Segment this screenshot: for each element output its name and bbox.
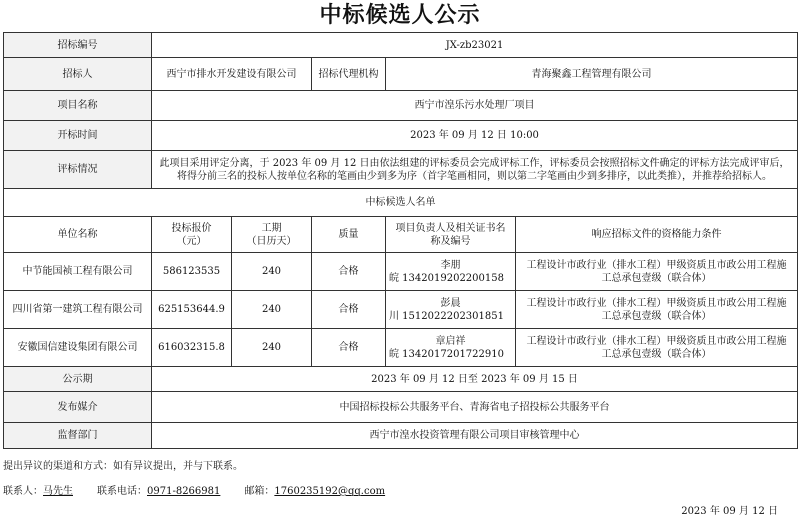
- row-manager-name: 彭晨: [440, 297, 461, 309]
- publicity-period-value: 2023 年 09 月 12 日至 2023 年 09 月 15 日: [152, 367, 798, 392]
- row-qualification: [516, 291, 798, 329]
- header-quality: 质量: [312, 217, 386, 253]
- evaluation-label: 评标情况: [4, 151, 152, 189]
- row-quality: 合格: [312, 253, 386, 291]
- row-company: 四川省第一建筑工程有限公司: [4, 291, 152, 329]
- bid-no-value: JX-zb23021: [152, 33, 798, 58]
- project-row: [4, 91, 798, 121]
- row-qual-line2: 工总承包壹级（联合体）: [601, 272, 712, 284]
- agent-label: 招标代理机构: [312, 58, 386, 91]
- project-label: 项目名称: [4, 91, 152, 121]
- media-row: [4, 392, 798, 423]
- row-manager-name: 章启祥: [435, 335, 466, 347]
- supervisor-label: 监督部门: [4, 423, 152, 449]
- publicity-period-label: 公示期: [4, 367, 152, 392]
- phone-label: 联系电话：: [97, 486, 147, 497]
- header-period-line2: （日历天）: [246, 235, 297, 247]
- publicity-period-row: [4, 367, 798, 392]
- email-label: 邮箱：: [244, 486, 275, 497]
- agent-value: 青海聚鑫工程管理有限公司: [386, 58, 798, 91]
- media-value: 中国招标投标公共服务平台、青海省电子招投标公共服务平台: [152, 392, 798, 423]
- row-price: 586123535: [152, 253, 232, 291]
- row-price: 625153644.9: [152, 291, 232, 329]
- row-company: 安徽国信建设集团有限公司: [4, 329, 152, 367]
- header-period: [232, 217, 312, 253]
- contact-line: [3, 485, 385, 499]
- row-qual-line2: 工总承包壹级（联合体）: [601, 310, 712, 322]
- row-manager-cert: 皖 1342017201722910: [389, 348, 504, 360]
- header-manager-line1: 项目负责人及相关证书名: [395, 222, 506, 234]
- list-heading: 中标候选人名单: [4, 189, 798, 217]
- header-company: 单位名称: [4, 217, 152, 253]
- row-qual-line1: 工程设计市政行业（排水工程）甲级资质且市政公用工程施: [526, 259, 787, 271]
- row-manager: [386, 329, 516, 367]
- row-qualification: [516, 253, 798, 291]
- row-manager-cert: 皖 1342019202200158: [389, 272, 504, 284]
- row-manager: [386, 253, 516, 291]
- contact-name: 马先生: [43, 486, 73, 497]
- supervisor-row: [4, 423, 798, 449]
- row-company: 中节能国祯工程有限公司: [4, 253, 152, 291]
- row-period: 240: [232, 253, 312, 291]
- header-manager: [386, 217, 516, 253]
- media-label: 发布媒介: [4, 392, 152, 423]
- tenderer-row: [4, 58, 798, 91]
- header-price-line1: 投标报价: [171, 222, 212, 234]
- contact-label: 联系人：: [3, 486, 43, 497]
- list-header-row: [4, 217, 798, 253]
- table-row: [4, 253, 798, 291]
- header-manager-line2: 称及编号: [430, 235, 471, 247]
- list-heading-row: [4, 189, 798, 217]
- table-row: [4, 291, 798, 329]
- tenderer-label: 招标人: [4, 58, 152, 91]
- open-time-label: 开标时间: [4, 121, 152, 151]
- header-qualification: 响应招标文件的资格能力条件: [516, 217, 798, 253]
- header-price: [152, 217, 232, 253]
- row-qualification: [516, 329, 798, 367]
- objection-note: 提出异议的渠道和方式：如有异议提出，并与下联系。: [3, 461, 243, 472]
- table-row: [4, 329, 798, 367]
- row-quality: 合格: [312, 329, 386, 367]
- project-value: 西宁市湟乐污水处理厂项目: [152, 91, 798, 121]
- supervisor-value: 西宁市湟水投资管理有限公司项目审核管理中心: [152, 423, 798, 449]
- header-price-line2: （元）: [176, 235, 207, 247]
- header-period-line1: 工期: [261, 222, 282, 234]
- row-manager: [386, 291, 516, 329]
- email-link[interactable]: 1760235192@qq.com: [274, 486, 386, 497]
- candidate-publicity-table: [3, 32, 798, 449]
- evaluation-row: [4, 151, 798, 189]
- phone-link[interactable]: 0971-8266981: [147, 486, 221, 497]
- open-time-value: 2023 年 09 月 12 日 10:00: [152, 121, 798, 151]
- publish-date: 2023 年 09 月 12 日: [681, 506, 778, 517]
- row-period: 240: [232, 329, 312, 367]
- bid-no-row: [4, 33, 798, 58]
- row-manager-name: 李朋: [440, 259, 461, 271]
- bid-no-label: 招标编号: [4, 33, 152, 58]
- row-manager-cert: 川 1512022202301851: [389, 310, 504, 322]
- row-quality: 合格: [312, 291, 386, 329]
- evaluation-text: 此项目采用评定分离，于 2023 年 09 月 12 日由依法组建的评标委员会完成评标工作，评标委员会按照招标文件确定的评标方法完成评审后，将得分前三名的投标人按单位名称的笔画由少到多为序（首字笔画相同，则以第二字笔画由少到多排序，以此类推），并推荐给招标人。: [152, 151, 798, 189]
- tenderer-value: 西宁市排水开发建设有限公司: [152, 58, 312, 91]
- row-qual-line2: 工总承包壹级（联合体）: [601, 348, 712, 360]
- page-title: 中标候选人公示: [319, 3, 481, 28]
- row-period: 240: [232, 291, 312, 329]
- row-qual-line1: 工程设计市政行业（排水工程）甲级资质且市政公用工程施: [526, 335, 787, 347]
- row-price: 616032315.8: [152, 329, 232, 367]
- open-time-row: [4, 121, 798, 151]
- row-qual-line1: 工程设计市政行业（排水工程）甲级资质且市政公用工程施: [526, 297, 787, 309]
